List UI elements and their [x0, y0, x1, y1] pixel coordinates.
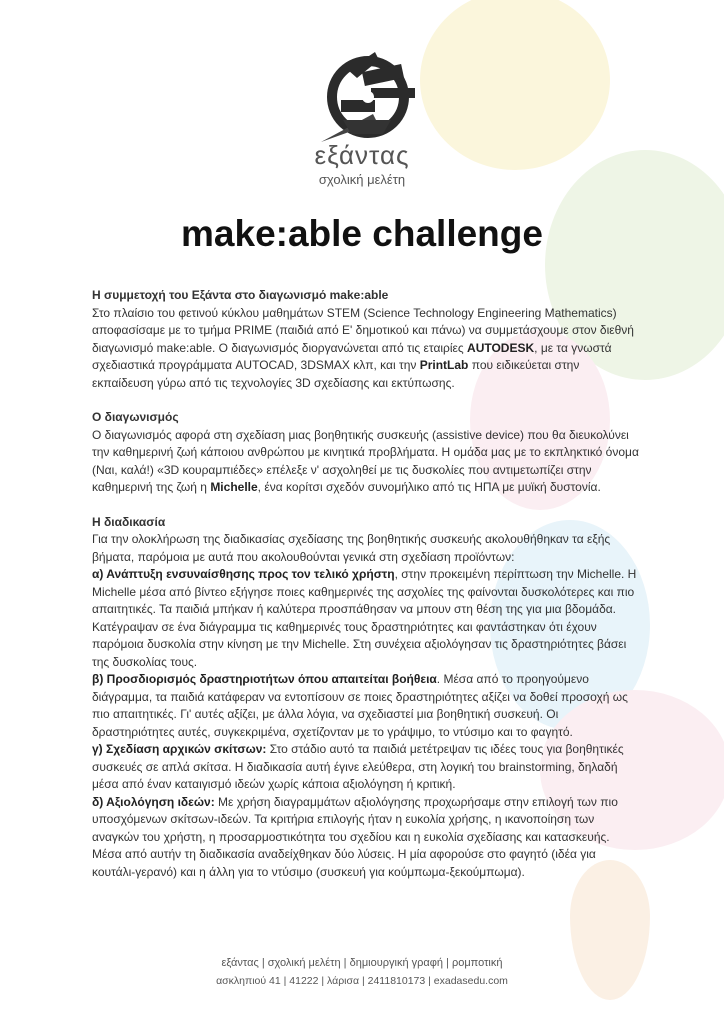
step-b: β) Προσδιορισμός δραστηριοτήτων όπου απαιτείται βοήθεια. Μέσα από το προηγούμενο διάγραμμα, τα παιδιά κατάφεραν να εντοπίσουν σε ποιες δραστηριότητες αξίζει να δοθεί προσοχή ως πιο απαιτητικές. Γι' αυτές αξίζει, με άλλα λόγια, να σχεδιαστεί μια βοηθητική συσκευή. Οι δραστηριότητες αυτές, συγκεκριμένα, σχετίζονταν με το γράψιμο, το ντύσιμο και το φαγητό. — [92, 672, 628, 739]
paragraph: Στο πλαίσιο του φετινού κύκλου μαθημάτων STEM (Science Technology Engineering Mathematics) αποφασίσαμε με το τμήμα PRIME (παιδιά από Ε' δημοτικού και πάνω) να συμμετάσχουμε στον διεθνή διαγωνισμό make:able. Ο διαγωνισμός διοργανώνεται από τις εταιρίες AUTODESK, με τα γνωστά σχεδιαστικά προγράμματα AUTOCAD, 3DSMAX κλπ, και την PrintLab που ειδικεύεται στην εκπαίδευση γύρω από τις τεχνολογίες 3D σχεδίασης και εκτύπωσης. — [92, 305, 634, 390]
sextant-logo-icon — [313, 42, 433, 152]
step-c: γ) Σχεδίαση αρχικών σκίτσων: Στο στάδιο αυτό τα παιδιά μετέτρεψαν τις ιδέες τους για βοηθητικές συσκευές σε απλά σκίτσα. Η διαδικασία αυτή έγινε ελεύθερα, στη λογική του brainstorming, δηλαδή μέσα από έναν καταιγισμό ιδεών χωρίς κάποια αξιολόγηση ή κριτική. — [92, 742, 624, 791]
page-title: make:able challenge — [181, 213, 543, 254]
paragraph: Ο διαγωνισμός αφορά στη σχεδίαση μιας βοηθητικής συσκευής (assistive device) που θα διευκολύνει την καθημερινή ζωή κάποιου ανθρώπου με κινητικά προβλήματα. Η ομάδα μας με το εκπληκτικό όνομα (Ναι, καλά!) «3D κουραμπιέδες» επέλεξε ν' ασχοληθεί με τις δυσκολίες που αντιμετωπίζει στην καθημερινή της ζωή η Michelle, ένα κορίτσι σχεδόν συνομήλικο από τις ΗΠΑ με μυϊκή δυστονία. — [92, 427, 639, 494]
section-heading: Ο διαγωνισμός — [92, 410, 179, 424]
brand-subtitle: σχολική μελέτη — [318, 172, 406, 187]
paragraph: Για την ολοκλήρωση της διαδικασίας σχεδίασης της βοηθητικής συσκευής ακολουθήθηκαν τα εξής βήματα, παρόμοια με αυτά που ακολουθούνται γενικά στη σχεδίαση προϊόντων: — [92, 532, 611, 564]
footer-services: εξάντας | σχολική μελέτη | δημιουργική γραφή | ρομποτική — [221, 957, 503, 969]
footer-contact: ασκληπιού 41 | 41222 | λάρισα | 2411810173 | exadasedu.com — [216, 975, 508, 987]
document-body — [92, 287, 640, 881]
brand-name: εξάντας — [314, 140, 410, 170]
step-a: α) Ανάπτυξη ενσυναίσθησης προς τον τελικό χρήστη, στην προκειμένη περίπτωση την Michelle. Η Michelle μέσα από βίντεο εξήγησε ποιες καθημερινές της ασχολίες της φαίνονται δυσκολότερες και πιο απαιτητικές. Τα παιδιά μπήκαν ή καλύτερα προσπάθησαν να μπουν στη θέση της για μια βδομάδα. Κατέγραψαν σε ένα διάγραμμα τις καθημερινές τους δραστηριότητες και φαντάστηκαν ότι έχουν παρόμοια δυσκολία στην κίνηση με την Michelle. Στη συνέχεια αξιολόγησαν τις δραστηριότητες βάσει της δυσκολίας τους. — [92, 567, 637, 669]
section-heading: Η συμμετοχή του Εξάντα στο διαγωνισμό make:able — [92, 288, 389, 302]
step-d: δ) Αξιολόγηση ιδεών: Με χρήση διαγραμμάτων αξιολόγησης προχωρήσαμε στην επιλογή των πιο υποσχόμενων σκίτσων-ιδεών. Τα κριτήρια επιλογής ήταν η ευκολία χρήσης, η ικανοποίηση των αναγκών του χρήστη, η προσαρμοστικότητα του σχεδίου και η ευκολία σχεδίασης και κατασκευής. Μέσα από αυτήν τη διαδικασία αναδείχθηκαν δύο λύσεις. Η μία αφορούσε στο φαγητό (ιδέα για κουτάλι-γερανό) και η άλλη για το ντύσιμο (συσκευή για κούμπωμα-ξεκούμπωμα). — [92, 794, 618, 879]
section-heading: Η διαδικασία — [92, 514, 166, 529]
